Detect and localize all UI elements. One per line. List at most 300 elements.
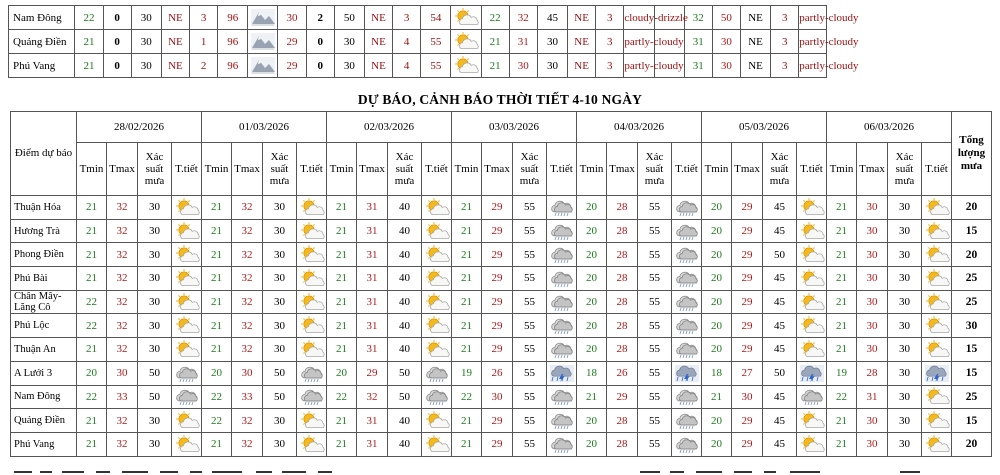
tmax-header: Tmax bbox=[107, 143, 138, 196]
cloudy-drizzle-icon bbox=[674, 293, 700, 312]
weather-cell bbox=[172, 314, 202, 338]
weather-header: T.tiết bbox=[297, 143, 327, 196]
rain-probability-cell: 40 bbox=[388, 290, 422, 314]
cloudy-drizzle-icon bbox=[799, 387, 825, 406]
weather-cell bbox=[922, 338, 952, 362]
tmax-cell: 32 bbox=[357, 385, 388, 409]
value-cell: 96 bbox=[218, 6, 248, 30]
ten-day-forecast-table bbox=[10, 111, 992, 457]
tmax-cell: 28 bbox=[607, 432, 638, 456]
tmax-cell: 33 bbox=[232, 385, 263, 409]
weather-cell bbox=[922, 290, 952, 314]
rain-probability-cell: 30 bbox=[263, 267, 297, 291]
tmax-cell: 32 bbox=[107, 314, 138, 338]
rain-probability-cell: 45 bbox=[763, 338, 797, 362]
rain_prob-header: Xác suất mưa bbox=[138, 143, 172, 196]
wind-level-cell: 3 bbox=[596, 6, 624, 30]
weather-cell bbox=[922, 243, 952, 267]
tmin-cell: 22 bbox=[827, 385, 857, 409]
temperature-cell: 21 bbox=[75, 54, 103, 78]
tmax-cell: 32 bbox=[232, 432, 263, 456]
wind-level-cell: 3 bbox=[190, 6, 218, 30]
tmin-cell: 20 bbox=[702, 314, 732, 338]
weather-cell bbox=[422, 409, 452, 433]
tmin-cell: 20 bbox=[577, 290, 607, 314]
weather-cell bbox=[422, 385, 452, 409]
tmin-cell: 21 bbox=[827, 196, 857, 220]
tmin-cell: 20 bbox=[577, 432, 607, 456]
partly-cloudy-icon bbox=[174, 245, 200, 264]
tmin-cell: 18 bbox=[702, 361, 732, 385]
tmin-cell: 20 bbox=[577, 409, 607, 433]
temperature-cell: 31 bbox=[684, 54, 712, 78]
weather-cell bbox=[297, 290, 327, 314]
weather-cell bbox=[248, 30, 278, 54]
wind-direction-cell: 3 bbox=[771, 30, 799, 54]
humidity-cell: NE bbox=[740, 54, 770, 78]
weather-cell bbox=[797, 338, 827, 362]
rain-probability-cell: 30 bbox=[138, 267, 172, 291]
weather-cell bbox=[797, 385, 827, 409]
cloudy-drizzle-icon bbox=[549, 198, 575, 217]
tmax-cell: 29 bbox=[732, 196, 763, 220]
tmin-cell: 21 bbox=[827, 409, 857, 433]
weather-cell bbox=[672, 196, 702, 220]
tmin-cell: 21 bbox=[327, 409, 357, 433]
tmax-cell: 30 bbox=[857, 290, 888, 314]
weather-cell bbox=[797, 243, 827, 267]
weather-cell bbox=[922, 267, 952, 291]
tmin-header: Tmin bbox=[77, 143, 107, 196]
cloudy-drizzle-icon bbox=[674, 198, 700, 217]
cloudy-drizzle-icon bbox=[174, 364, 200, 383]
partly-cloudy-icon bbox=[299, 269, 325, 288]
weather-header: T.tiết bbox=[172, 143, 202, 196]
rain-probability-cell: 30 bbox=[263, 338, 297, 362]
tmin-cell: 20 bbox=[577, 338, 607, 362]
humidity-cell: NE bbox=[740, 6, 770, 30]
wind-direction-cell: NE bbox=[364, 30, 392, 54]
weather-cell bbox=[672, 290, 702, 314]
tmin-header: Tmin bbox=[702, 143, 732, 196]
value-cell: partly-cloudy bbox=[624, 30, 654, 54]
cloudy-drizzle-icon bbox=[549, 269, 575, 288]
top-table-row bbox=[9, 30, 888, 54]
rain-probability-cell: 30 bbox=[138, 219, 172, 243]
tmax-cell: 32 bbox=[107, 267, 138, 291]
tmax-cell: 30 bbox=[857, 243, 888, 267]
tmin-cell: 21 bbox=[77, 219, 107, 243]
forecast-row bbox=[11, 314, 992, 338]
tmin-cell: 21 bbox=[577, 385, 607, 409]
rain-probability-cell: 50 bbox=[388, 385, 422, 409]
wind-level-cell: 1 bbox=[190, 30, 218, 54]
tmax-cell: 32 bbox=[232, 338, 263, 362]
humidity-cell: NE bbox=[740, 30, 770, 54]
rain-cell: 31 bbox=[509, 30, 537, 54]
rain-cell: 0 bbox=[306, 54, 334, 78]
tmax-cell: 29 bbox=[732, 338, 763, 362]
rain-probability-cell: 40 bbox=[388, 432, 422, 456]
weather-cell bbox=[172, 196, 202, 220]
weather-cell bbox=[547, 314, 577, 338]
rain-probability-cell: 45 bbox=[763, 196, 797, 220]
forecast-row bbox=[11, 432, 992, 456]
temperature-cell: 22 bbox=[75, 6, 103, 30]
location-name: Phú Lộc bbox=[11, 314, 77, 338]
wind-direction-cell: 3 bbox=[771, 6, 799, 30]
rain-probability-cell: 30 bbox=[138, 314, 172, 338]
tmin-cell: 20 bbox=[577, 314, 607, 338]
tmax-cell: 29 bbox=[482, 338, 513, 362]
tmin-cell: 20 bbox=[702, 196, 732, 220]
rain-probability-cell: 30 bbox=[138, 290, 172, 314]
partly-cloudy-icon bbox=[174, 293, 200, 312]
tmax-cell: 32 bbox=[232, 219, 263, 243]
rain-probability-cell: 30 bbox=[138, 243, 172, 267]
weather-cell bbox=[422, 243, 452, 267]
fog-icon bbox=[250, 56, 276, 75]
partly-cloudy-icon bbox=[424, 198, 450, 217]
tmin-cell: 21 bbox=[827, 432, 857, 456]
partly-cloudy-icon bbox=[924, 340, 950, 359]
total-rain-cell: 15 bbox=[952, 219, 992, 243]
wind-direction-cell: NE bbox=[161, 6, 189, 30]
rain-probability-cell: 45 bbox=[763, 290, 797, 314]
partly-cloudy-icon bbox=[924, 222, 950, 241]
value-cell: 96 bbox=[218, 54, 248, 78]
weather-cell bbox=[422, 196, 452, 220]
partly-cloudy-icon bbox=[799, 316, 825, 335]
weather-cell bbox=[547, 290, 577, 314]
tmin-cell: 20 bbox=[202, 361, 232, 385]
tmax-cell: 31 bbox=[357, 243, 388, 267]
tmax-cell: 32 bbox=[232, 267, 263, 291]
partly-cloudy-icon bbox=[174, 198, 200, 217]
cut-off-text-line bbox=[0, 466, 1000, 475]
tmin-cell: 20 bbox=[577, 267, 607, 291]
rain-probability-cell: 55 bbox=[513, 243, 547, 267]
rain-probability-cell: 40 bbox=[388, 338, 422, 362]
rain-probability-cell: 55 bbox=[638, 361, 672, 385]
rain-probability-cell: 30 bbox=[888, 432, 922, 456]
tmax-cell: 32 bbox=[107, 196, 138, 220]
cloudy-drizzle-icon bbox=[424, 387, 450, 406]
weather-cell bbox=[922, 219, 952, 243]
tmin-cell: 21 bbox=[827, 243, 857, 267]
rain-probability-cell: 30 bbox=[888, 290, 922, 314]
cloudy-drizzle-icon bbox=[674, 245, 700, 264]
tmin-cell: 21 bbox=[452, 196, 482, 220]
tmax-cell: 29 bbox=[732, 267, 763, 291]
wind-direction-cell: NE bbox=[364, 6, 392, 30]
location-name: Quảng Điền bbox=[11, 409, 77, 433]
rain-probability-cell: 40 bbox=[388, 219, 422, 243]
wind-direction-cell: NE bbox=[161, 30, 189, 54]
tmax-cell: 28 bbox=[607, 196, 638, 220]
tmax-cell: 29 bbox=[482, 290, 513, 314]
weather-header: T.tiết bbox=[547, 143, 577, 196]
tmin-cell: 21 bbox=[77, 432, 107, 456]
rain-probability-cell: 55 bbox=[513, 267, 547, 291]
tmax-cell: 28 bbox=[857, 361, 888, 385]
weather-cell bbox=[422, 267, 452, 291]
weather-cell bbox=[672, 219, 702, 243]
tmin-cell: 21 bbox=[202, 243, 232, 267]
wind-level-cell: partly-cloudy bbox=[799, 6, 827, 30]
tmin-cell: 21 bbox=[77, 338, 107, 362]
forecast-row bbox=[11, 409, 992, 433]
total-rain-header: Tổng lượng mưa bbox=[952, 112, 992, 196]
humidity-cell: 30 bbox=[537, 30, 567, 54]
wind-level-cell: 4 bbox=[393, 54, 421, 78]
weather-cell bbox=[451, 54, 481, 78]
tmax-cell: 29 bbox=[732, 243, 763, 267]
forecast-row bbox=[11, 290, 992, 314]
date-header: 03/03/2026 bbox=[452, 112, 577, 143]
rain-probability-cell: 30 bbox=[888, 314, 922, 338]
humidity-cell: 50 bbox=[334, 6, 364, 30]
tmax-cell: 29 bbox=[482, 243, 513, 267]
weather-cell bbox=[422, 338, 452, 362]
cloudy-drizzle-icon bbox=[674, 316, 700, 335]
tmin-header: Tmin bbox=[327, 143, 357, 196]
tmax-header: Tmax bbox=[232, 143, 263, 196]
tmin-cell: 21 bbox=[202, 219, 232, 243]
weather-cell bbox=[672, 409, 702, 433]
tmin-cell: 21 bbox=[452, 314, 482, 338]
tmax-cell: 31 bbox=[357, 219, 388, 243]
partly-cloudy-icon bbox=[299, 293, 325, 312]
weather-cell bbox=[172, 267, 202, 291]
tmax-cell: 32 bbox=[107, 338, 138, 362]
wind-level-cell: 3 bbox=[596, 30, 624, 54]
tmin-cell: 22 bbox=[202, 409, 232, 433]
weather-cell bbox=[797, 314, 827, 338]
tmax-cell: 32 bbox=[232, 409, 263, 433]
value-cell: 55 bbox=[421, 30, 451, 54]
weather-cell bbox=[297, 314, 327, 338]
tmax-cell: 30 bbox=[857, 314, 888, 338]
date-header: 02/03/2026 bbox=[327, 112, 452, 143]
tmax-cell: 29 bbox=[732, 219, 763, 243]
rain-probability-cell: 30 bbox=[888, 267, 922, 291]
rain-probability-cell: 40 bbox=[388, 314, 422, 338]
value-cell: 54 bbox=[421, 6, 451, 30]
cloudy-drizzle-icon bbox=[674, 222, 700, 241]
rain-probability-cell: 55 bbox=[513, 290, 547, 314]
partly-cloudy-icon bbox=[424, 269, 450, 288]
temperature-cell: 22 bbox=[481, 6, 509, 30]
rain-probability-cell: 55 bbox=[638, 385, 672, 409]
temperature-cell: 31 bbox=[684, 30, 712, 54]
partly-cloudy-icon bbox=[799, 198, 825, 217]
wind-direction-cell: NE bbox=[161, 54, 189, 78]
tmax-cell: 30 bbox=[857, 219, 888, 243]
weather-cell bbox=[547, 196, 577, 220]
tmax-cell: 29 bbox=[482, 432, 513, 456]
rain_prob-header: Xác suất mưa bbox=[513, 143, 547, 196]
partly-cloudy-icon bbox=[424, 411, 450, 430]
tmin-cell: 22 bbox=[77, 290, 107, 314]
value-cell: 55 bbox=[421, 54, 451, 78]
partly-cloudy-icon bbox=[799, 340, 825, 359]
partly-cloudy-icon bbox=[299, 198, 325, 217]
weather-cell bbox=[297, 243, 327, 267]
wind-level-cell: partly-cloudy bbox=[799, 30, 827, 54]
weather-cell bbox=[297, 219, 327, 243]
date-header-row bbox=[11, 112, 992, 143]
weather-cell bbox=[172, 361, 202, 385]
partly-cloudy-icon bbox=[924, 293, 950, 312]
rain-probability-cell: 50 bbox=[138, 385, 172, 409]
tmin-cell: 18 bbox=[577, 361, 607, 385]
tmax-cell: 30 bbox=[232, 361, 263, 385]
rain-probability-cell: 55 bbox=[513, 338, 547, 362]
weather-cell bbox=[172, 409, 202, 433]
cloudy-drizzle-icon bbox=[549, 222, 575, 241]
tmin-cell: 21 bbox=[202, 196, 232, 220]
partly-cloudy-icon bbox=[799, 269, 825, 288]
weather-cell bbox=[797, 290, 827, 314]
humidity-cell: 30 bbox=[131, 54, 161, 78]
total-rain-cell: 15 bbox=[952, 409, 992, 433]
tmin-cell: 20 bbox=[327, 361, 357, 385]
value-cell: partly-cloudy bbox=[624, 54, 654, 78]
tmin-cell: 21 bbox=[77, 196, 107, 220]
tmax-cell: 29 bbox=[482, 267, 513, 291]
tmax-header: Tmax bbox=[857, 143, 888, 196]
rain-probability-cell: 45 bbox=[763, 409, 797, 433]
rain-probability-cell: 50 bbox=[138, 361, 172, 385]
total-rain-cell: 30 bbox=[952, 314, 992, 338]
weather-cell bbox=[672, 314, 702, 338]
forecast-row bbox=[11, 196, 992, 220]
rain_prob-header: Xác suất mưa bbox=[888, 143, 922, 196]
tmax-cell: 30 bbox=[857, 196, 888, 220]
weather-cell bbox=[297, 338, 327, 362]
weather-header: T.tiết bbox=[672, 143, 702, 196]
rain-cell: 32 bbox=[509, 6, 537, 30]
tmax-header: Tmax bbox=[607, 143, 638, 196]
rain-probability-cell: 55 bbox=[513, 196, 547, 220]
current-forecast-rows bbox=[9, 6, 888, 78]
partly-cloudy-icon bbox=[924, 245, 950, 264]
rain-probability-cell: 55 bbox=[638, 196, 672, 220]
rain-probability-cell: 30 bbox=[888, 219, 922, 243]
location-name: Nam Đông bbox=[11, 385, 77, 409]
tmin-cell: 22 bbox=[327, 385, 357, 409]
top-table-row bbox=[9, 6, 888, 30]
humidity-cell: 30 bbox=[537, 54, 567, 78]
rain_prob-header: Xác suất mưa bbox=[763, 143, 797, 196]
partly-cloudy-icon bbox=[299, 411, 325, 430]
weather-cell bbox=[797, 219, 827, 243]
partly-cloudy-icon bbox=[424, 293, 450, 312]
partly-cloudy-icon bbox=[799, 411, 825, 430]
thunder-rain-icon bbox=[674, 364, 700, 383]
weather-cell bbox=[922, 409, 952, 433]
weather-cell bbox=[547, 385, 577, 409]
cloudy-drizzle-icon bbox=[549, 316, 575, 335]
cloudy-drizzle-icon bbox=[674, 340, 700, 359]
partly-cloudy-icon bbox=[174, 340, 200, 359]
location-name: Phú Vang bbox=[11, 432, 77, 456]
total-rain-cell: 25 bbox=[952, 267, 992, 291]
rain-probability-cell: 55 bbox=[513, 385, 547, 409]
cloudy-drizzle-icon bbox=[299, 364, 325, 383]
rain-probability-cell: 50 bbox=[763, 361, 797, 385]
weather-cell bbox=[172, 243, 202, 267]
value-cell: 96 bbox=[218, 30, 248, 54]
total-rain-cell: 20 bbox=[952, 243, 992, 267]
rain-probability-cell: 30 bbox=[888, 243, 922, 267]
weather-cell bbox=[422, 219, 452, 243]
rain-probability-cell: 55 bbox=[638, 267, 672, 291]
date-header: 01/03/2026 bbox=[202, 112, 327, 143]
partly-cloudy-icon bbox=[799, 435, 825, 454]
fog-icon bbox=[250, 32, 276, 51]
rain-probability-cell: 40 bbox=[388, 243, 422, 267]
rain-cell: 30 bbox=[712, 54, 740, 78]
rain-probability-cell: 40 bbox=[388, 196, 422, 220]
rain-probability-cell: 30 bbox=[263, 243, 297, 267]
weather-cell bbox=[922, 196, 952, 220]
weather-cell bbox=[422, 290, 452, 314]
tmax-cell: 27 bbox=[732, 361, 763, 385]
sub-header-row bbox=[11, 143, 992, 196]
partly-cloudy-icon bbox=[924, 269, 950, 288]
weather-cell bbox=[172, 290, 202, 314]
date-header: 04/03/2026 bbox=[577, 112, 702, 143]
wind-direction-cell: NE bbox=[364, 54, 392, 78]
tmin-cell: 21 bbox=[327, 219, 357, 243]
date-header: 28/02/2026 bbox=[77, 112, 202, 143]
tmax-cell: 29 bbox=[732, 314, 763, 338]
tmax-cell: 32 bbox=[232, 290, 263, 314]
partly-cloudy-icon bbox=[174, 411, 200, 430]
tmax-cell: 28 bbox=[607, 409, 638, 433]
tmin-cell: 21 bbox=[327, 196, 357, 220]
weather-header: T.tiết bbox=[797, 143, 827, 196]
tmin-cell: 21 bbox=[202, 267, 232, 291]
temperature-cell: 29 bbox=[278, 30, 306, 54]
tmin-cell: 21 bbox=[452, 409, 482, 433]
tmin-cell: 21 bbox=[202, 314, 232, 338]
rain-probability-cell: 45 bbox=[763, 314, 797, 338]
rain-probability-cell: 45 bbox=[763, 219, 797, 243]
rain-probability-cell: 55 bbox=[638, 432, 672, 456]
tmin-cell: 21 bbox=[827, 267, 857, 291]
weather-cell bbox=[172, 432, 202, 456]
temperature-cell: 30 bbox=[278, 6, 306, 30]
tmin-header: Tmin bbox=[202, 143, 232, 196]
tmax-cell: 31 bbox=[357, 290, 388, 314]
tmax-cell: 28 bbox=[607, 338, 638, 362]
total-rain-cell: 25 bbox=[952, 385, 992, 409]
weather-cell bbox=[248, 54, 278, 78]
rain-probability-cell: 30 bbox=[138, 338, 172, 362]
partly-cloudy-icon bbox=[174, 269, 200, 288]
rain-probability-cell: 30 bbox=[888, 196, 922, 220]
tmin-cell: 20 bbox=[702, 432, 732, 456]
forecast-row bbox=[11, 219, 992, 243]
forecast-title: DỰ BÁO, CẢNH BÁO THỜI TIẾT 4-10 NGÀY bbox=[357, 92, 643, 107]
weather-cell bbox=[797, 361, 827, 385]
weather-cell bbox=[297, 409, 327, 433]
tmin-cell: 21 bbox=[202, 338, 232, 362]
tmax-cell: 32 bbox=[107, 219, 138, 243]
